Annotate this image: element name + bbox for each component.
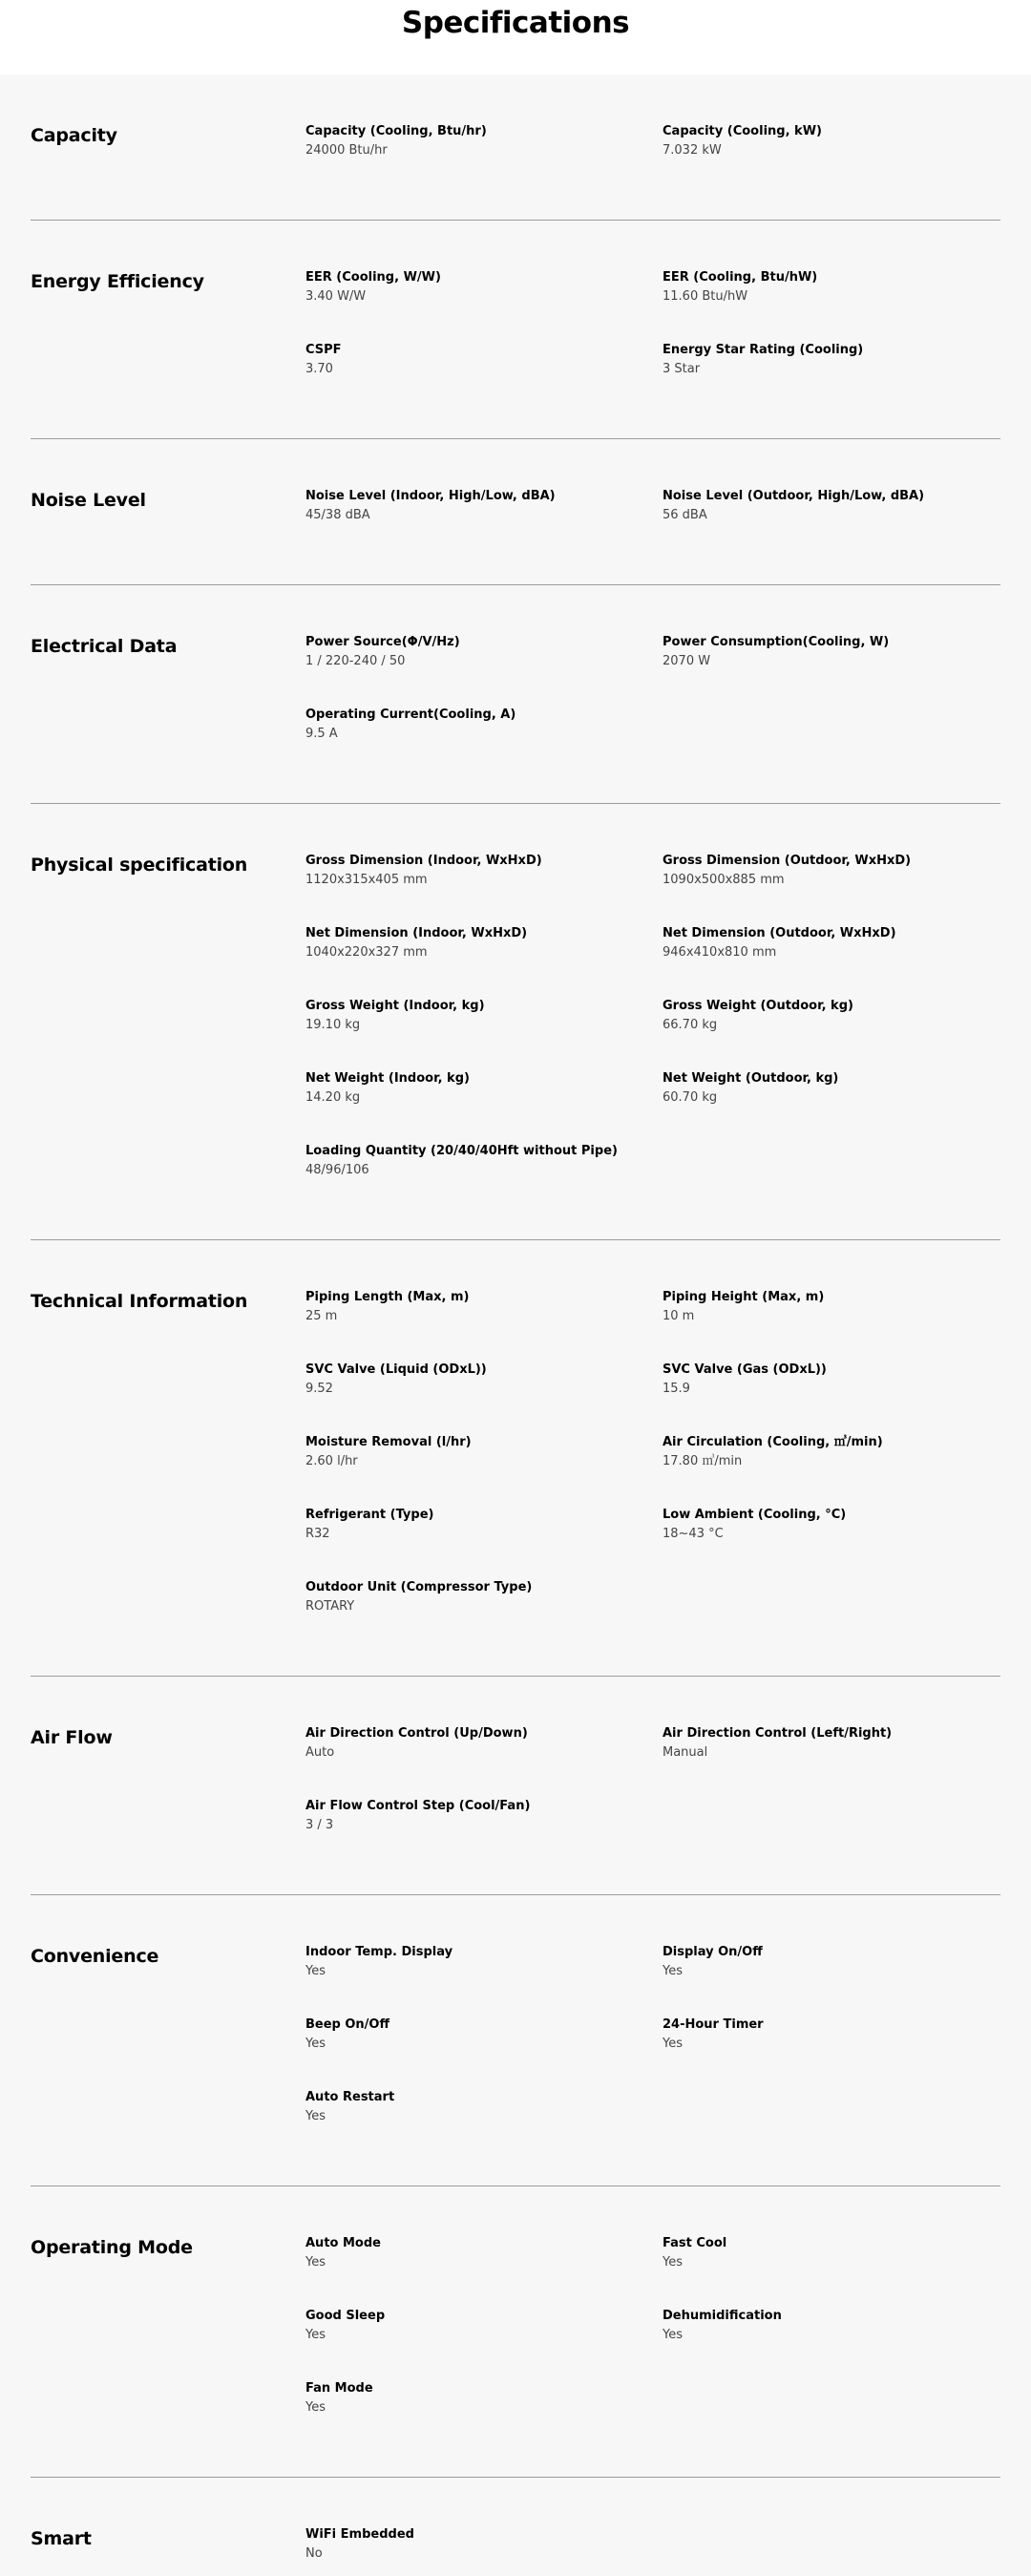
spec-value: 2.60 l/hr — [305, 1454, 358, 1468]
spec-item — [663, 268, 1000, 341]
spec-item — [663, 1506, 1000, 1578]
spec-label: Fast Cool — [663, 2236, 727, 2250]
section-title: Smart — [31, 2528, 92, 2549]
spec-label: Net Weight (Indoor, kg) — [305, 1071, 470, 1086]
spec-label: Loading Quantity (20/40/40Hft without Pipe) — [305, 1144, 618, 1158]
spec-label: Operating Current(Cooling, A) — [305, 707, 516, 722]
section-title: Convenience — [31, 1946, 159, 1967]
spec-item — [305, 924, 663, 997]
section-title: Electrical Data — [31, 636, 178, 657]
spec-items — [305, 122, 1000, 195]
spec-item — [305, 1433, 663, 1506]
spec-label: Air Direction Control (Left/Right) — [663, 1726, 893, 1741]
spec-item — [663, 1069, 1000, 1142]
spec-items — [305, 633, 1000, 778]
section-title: Noise Level — [31, 490, 146, 511]
spec-value: R32 — [305, 1527, 330, 1541]
spec-value: Yes — [663, 2255, 683, 2270]
spec-value: 1120x315x405 mm — [305, 873, 428, 887]
spec-item — [305, 1943, 663, 2016]
spec-value: 19.10 kg — [305, 1018, 361, 1032]
spec-item — [305, 1724, 663, 1797]
spec-section-capacity — [31, 74, 1000, 221]
spec-label: SVC Valve (Liquid (ODxL)) — [305, 1362, 487, 1377]
spec-item — [663, 487, 1000, 560]
spec-item — [305, 1142, 663, 1214]
spec-label: Net Dimension (Indoor, WxHxD) — [305, 926, 528, 940]
spec-label: Gross Dimension (Indoor, WxHxD) — [305, 854, 542, 868]
spec-item — [305, 1288, 663, 1361]
spec-item — [305, 2307, 663, 2379]
spec-item — [305, 1506, 663, 1578]
spec-value: Auto — [305, 1745, 335, 1760]
spec-item — [305, 268, 663, 341]
spec-item — [305, 1797, 663, 1869]
spec-value: 3.40 W/W — [305, 289, 367, 304]
spec-section-noise-level — [31, 439, 1000, 585]
spec-label: Net Weight (Outdoor, kg) — [663, 1071, 839, 1086]
spec-item — [663, 2307, 1000, 2379]
spec-value: 1040x220x327 mm — [305, 945, 428, 960]
spec-value: Yes — [663, 2328, 683, 2342]
spec-label: WiFi Embedded — [305, 2527, 414, 2542]
section-title: Physical specification — [31, 855, 248, 876]
spec-label: Low Ambient (Cooling, °C) — [663, 1508, 847, 1522]
spec-item — [663, 2234, 1000, 2307]
spec-value: 17.80 ㎥/min — [663, 1454, 743, 1468]
section-title: Air Flow — [31, 1727, 113, 1748]
spec-section-technical-information — [31, 1240, 1000, 1677]
spec-label: EER (Cooling, Btu/hW) — [663, 270, 818, 285]
spec-label: Noise Level (Outdoor, High/Low, dBA) — [663, 489, 925, 503]
spec-label: Auto Restart — [305, 2090, 395, 2104]
spec-section-air-flow — [31, 1677, 1000, 1895]
spec-label: Refrigerant (Type) — [305, 1508, 434, 1522]
spec-section-energy-efficiency — [31, 221, 1000, 439]
spec-label: Capacity (Cooling, Btu/hr) — [305, 124, 487, 138]
spec-label: Noise Level (Indoor, High/Low, dBA) — [305, 489, 556, 503]
spec-label: Gross Dimension (Outdoor, WxHxD) — [663, 854, 912, 868]
spec-value: 3 Star — [663, 362, 701, 376]
spec-label: Display On/Off — [663, 1945, 763, 1959]
spec-item — [305, 852, 663, 924]
spec-label: Capacity (Cooling, kW) — [663, 124, 822, 138]
spec-value: Yes — [305, 2255, 326, 2270]
spec-label: Auto Mode — [305, 2236, 381, 2250]
spec-item — [663, 341, 1000, 413]
section-title: Capacity — [31, 125, 117, 146]
spec-item — [305, 997, 663, 1069]
section-title: Operating Mode — [31, 2237, 193, 2258]
spec-item — [305, 2088, 663, 2161]
spec-section-operating-mode — [31, 2186, 1000, 2478]
spec-value: 2070 W — [663, 654, 711, 668]
page-header — [0, 0, 1031, 74]
spec-value: 1090x500x885 mm — [663, 873, 785, 887]
spec-value: 24000 Btu/hr — [305, 143, 388, 158]
spec-item — [305, 2016, 663, 2088]
spec-value: 15.9 — [663, 1382, 690, 1396]
spec-label: 24-Hour Timer — [663, 2017, 764, 2032]
spec-value: 3 / 3 — [305, 1818, 334, 1832]
spec-value: ROTARY — [305, 1599, 355, 1614]
spec-value: 9.5 A — [305, 727, 338, 741]
spec-items — [305, 1724, 1000, 1869]
spec-label: Dehumidification — [663, 2309, 782, 2323]
spec-label: Good Sleep — [305, 2309, 386, 2323]
spec-item — [305, 633, 663, 706]
spec-item — [305, 487, 663, 560]
spec-section-electrical-data — [31, 585, 1000, 804]
spec-item — [663, 122, 1000, 195]
spec-label: CSPF — [305, 343, 342, 357]
spec-value: Yes — [305, 1964, 326, 1978]
spec-value: Yes — [663, 1964, 683, 1978]
spec-section-smart — [31, 2478, 1000, 2576]
page-title: Specifications — [401, 6, 630, 40]
spec-label: Gross Weight (Indoor, kg) — [305, 999, 485, 1013]
spec-value: No — [305, 2546, 323, 2561]
spec-item — [305, 2234, 663, 2307]
spec-item — [305, 2379, 663, 2452]
spec-label: Piping Height (Max, m) — [663, 1290, 825, 1304]
spec-value: 60.70 kg — [663, 1090, 718, 1105]
spec-value: 66.70 kg — [663, 1018, 718, 1032]
spec-value: 3.70 — [305, 362, 333, 376]
spec-value: 25 m — [305, 1309, 338, 1323]
spec-label: Beep On/Off — [305, 2017, 390, 2032]
spec-label: Power Consumption(Cooling, W) — [663, 635, 890, 649]
spec-label: Fan Mode — [305, 2381, 373, 2396]
specifications-list — [0, 74, 1031, 2576]
spec-label: Energy Star Rating (Cooling) — [663, 343, 864, 357]
spec-value: Yes — [305, 2109, 326, 2123]
spec-item — [663, 633, 1000, 706]
spec-item — [663, 1433, 1000, 1506]
spec-section-convenience — [31, 1895, 1000, 2186]
spec-value: Yes — [305, 2037, 326, 2051]
spec-value: Manual — [663, 1745, 708, 1760]
spec-item — [663, 924, 1000, 997]
spec-item — [305, 2525, 663, 2576]
spec-value: 9.52 — [305, 1382, 333, 1396]
spec-label: Moisture Removal (l/hr) — [305, 1435, 472, 1449]
spec-label: Air Circulation (Cooling, ㎥/min) — [663, 1435, 883, 1449]
spec-items — [305, 268, 1000, 413]
spec-label: Air Direction Control (Up/Down) — [305, 1726, 528, 1741]
spec-value: 7.032 kW — [663, 143, 722, 158]
spec-label: Air Flow Control Step (Cool/Fan) — [305, 1799, 531, 1813]
spec-value: Yes — [305, 2328, 326, 2342]
spec-label: Indoor Temp. Display — [305, 1945, 453, 1959]
spec-items — [305, 1943, 1000, 2161]
spec-item — [663, 2016, 1000, 2088]
spec-item — [663, 1943, 1000, 2016]
spec-items — [305, 852, 1000, 1214]
spec-value: 11.60 Btu/hW — [663, 289, 748, 304]
section-title: Technical Information — [31, 1291, 248, 1312]
spec-item — [305, 706, 663, 778]
spec-item — [305, 1361, 663, 1433]
spec-item — [663, 1288, 1000, 1361]
spec-items — [305, 2234, 1000, 2452]
spec-item — [305, 1069, 663, 1142]
spec-item — [305, 122, 663, 195]
spec-item — [305, 341, 663, 413]
spec-item — [663, 852, 1000, 924]
spec-label: Power Source(Φ/V/Hz) — [305, 635, 460, 649]
spec-value: 18~43 °C — [663, 1527, 724, 1541]
spec-value: 946x410x810 mm — [663, 945, 777, 960]
spec-label: EER (Cooling, W/W) — [305, 270, 441, 285]
spec-value: Yes — [305, 2400, 326, 2415]
spec-value: Yes — [663, 2037, 683, 2051]
spec-label: Gross Weight (Outdoor, kg) — [663, 999, 853, 1013]
spec-value: 56 dBA — [663, 508, 707, 522]
spec-item — [305, 1578, 663, 1651]
spec-items — [305, 487, 1000, 560]
spec-label: Outdoor Unit (Compressor Type) — [305, 1580, 533, 1594]
spec-items — [305, 2525, 1000, 2576]
spec-item — [663, 997, 1000, 1069]
spec-item — [663, 1724, 1000, 1797]
spec-item — [663, 1361, 1000, 1433]
spec-items — [305, 1288, 1000, 1651]
spec-label: Piping Length (Max, m) — [305, 1290, 470, 1304]
spec-value: 48/96/106 — [305, 1163, 369, 1177]
spec-value: 10 m — [663, 1309, 695, 1323]
spec-label: Net Dimension (Outdoor, WxHxD) — [663, 926, 896, 940]
spec-value: 45/38 dBA — [305, 508, 370, 522]
spec-section-physical-specification — [31, 804, 1000, 1240]
section-title: Energy Efficiency — [31, 271, 204, 292]
spec-value: 1 / 220-240 / 50 — [305, 654, 406, 668]
spec-value: 14.20 kg — [305, 1090, 361, 1105]
spec-label: SVC Valve (Gas (ODxL)) — [663, 1362, 827, 1377]
